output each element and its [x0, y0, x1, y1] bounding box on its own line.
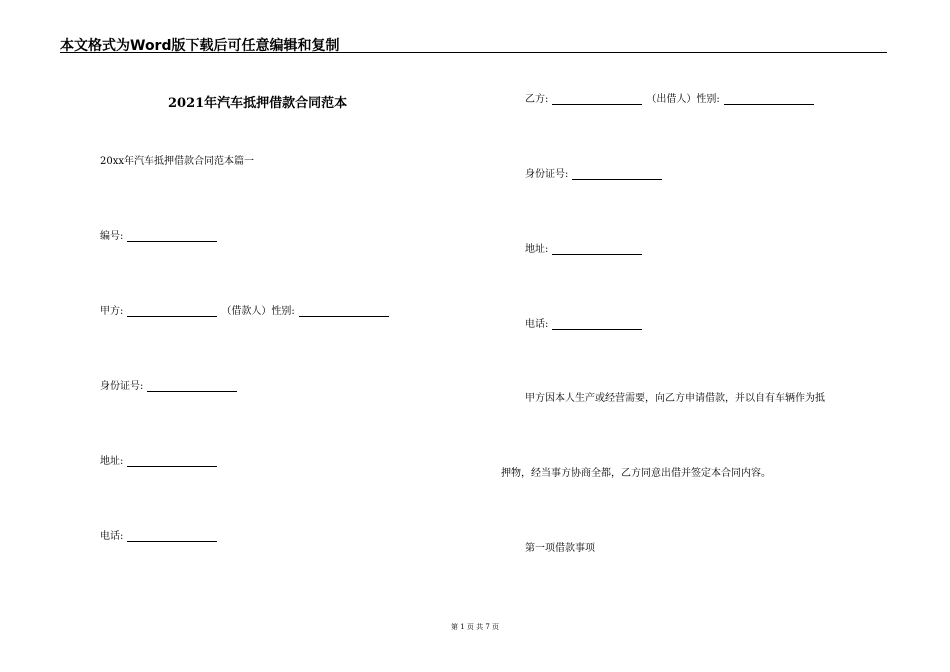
address-blank — [127, 456, 217, 467]
party-a-role: （借款人）性别: — [221, 306, 295, 317]
contract-subtitle: 20xx年汽车抵押借款合同范本篇一 — [100, 156, 255, 167]
number-row — [100, 230, 221, 244]
party-a-name-blank — [127, 306, 217, 317]
id-blank — [572, 169, 662, 180]
party-a-id-row — [100, 380, 241, 394]
id-label: 身份证号: — [525, 169, 569, 180]
section-heading: 第一项借款事项 — [525, 543, 595, 554]
party-b-gender-blank — [724, 94, 814, 105]
address-blank — [552, 244, 642, 255]
page-header: 本文格式为Word版下载后可任意编辑和复制 — [60, 38, 340, 54]
id-label: 身份证号: — [100, 381, 144, 392]
id-blank — [147, 381, 237, 392]
page-footer: 第 1 页 共 7 页 — [450, 623, 500, 631]
party-a-address-row — [100, 455, 221, 469]
address-label: 地址: — [100, 456, 124, 467]
address-label: 地址: — [525, 244, 549, 255]
party-b-id-row — [525, 168, 666, 182]
paragraph-line-2: 押物，经当事方协商全都，乙方同意出借并签定本合同内容。 — [501, 468, 771, 479]
party-a-phone-row — [100, 530, 221, 544]
party-b-label: 乙方: — [525, 94, 549, 105]
number-label: 编号: — [100, 231, 124, 242]
party-b-name-blank — [552, 94, 642, 105]
number-blank — [127, 231, 217, 242]
phone-blank — [552, 319, 642, 330]
party-b-row — [525, 93, 818, 107]
phone-label: 电话: — [525, 319, 549, 330]
party-a-gender-blank — [299, 306, 389, 317]
document-title: 2021年汽车抵押借款合同范本 — [168, 96, 348, 111]
party-a-row — [100, 305, 393, 319]
party-a-label: 甲方: — [100, 306, 124, 317]
party-b-phone-row — [525, 318, 646, 332]
party-b-address-row — [525, 243, 646, 257]
phone-label: 电话: — [100, 531, 124, 542]
header-divider — [60, 52, 887, 53]
paragraph-line-1: 甲方因本人生产或经营需要，向乙方申请借款，并以自有车辆作为抵 — [525, 393, 825, 404]
party-b-role: （出借人）性别: — [646, 94, 720, 105]
phone-blank — [127, 531, 217, 542]
